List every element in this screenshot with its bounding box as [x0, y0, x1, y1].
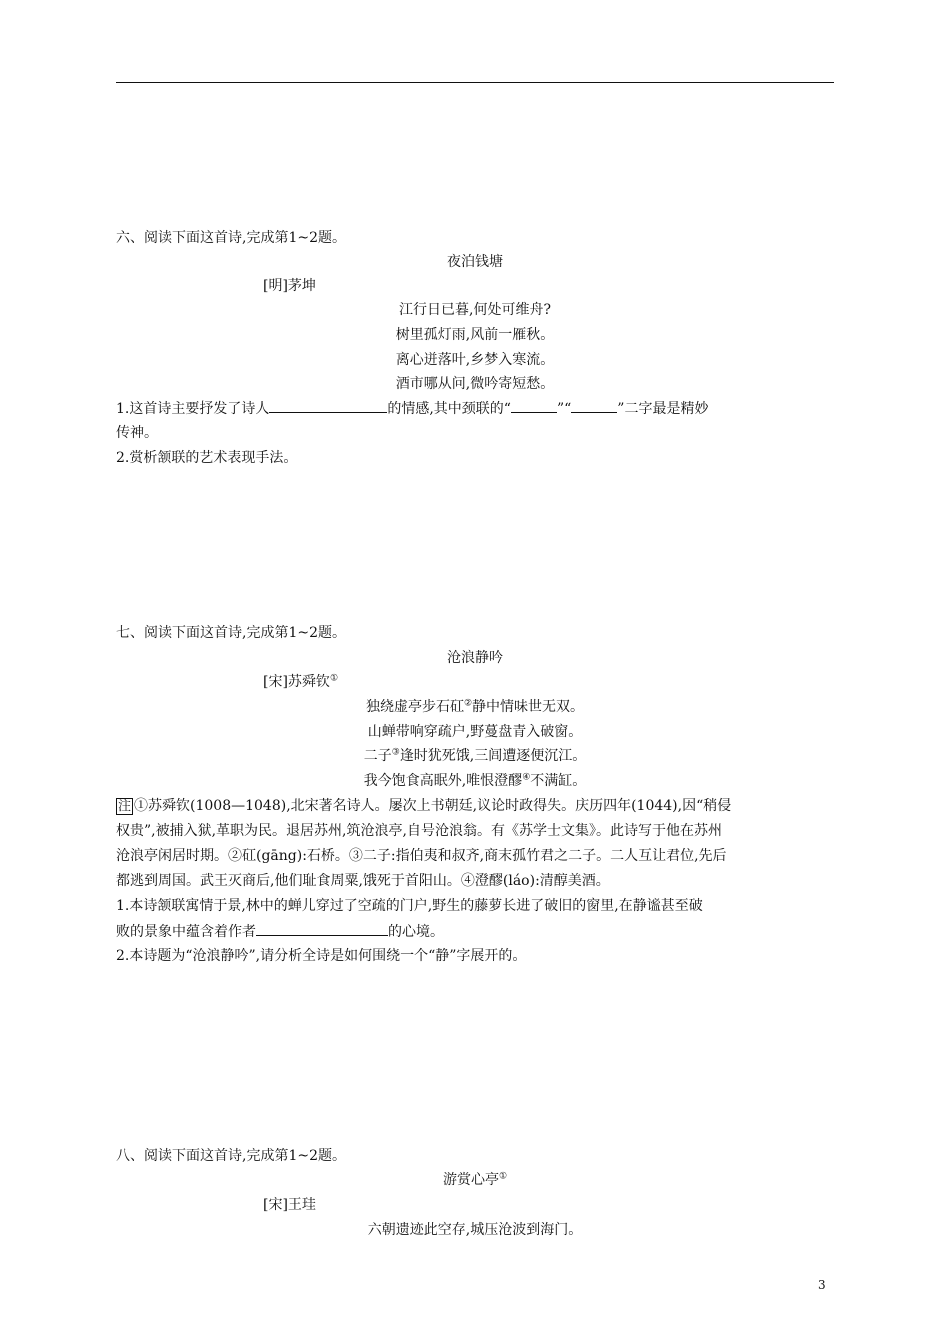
note-tag: 注 — [118, 799, 132, 814]
poem-text: 静中情味世无双。 — [472, 699, 585, 715]
question-number: 1. — [116, 401, 130, 417]
section-6-poem-line: 离心迸落叶,乡梦入寒流。 — [395, 352, 555, 368]
question-text: 败的景象中蕴含着作者 — [116, 924, 256, 940]
note-text: ①苏舜钦(1008—1048),北宋著名诗人。屡次上书朝廷,议论时政得失。庆历四年(1044),因“稍侵 — [134, 798, 732, 814]
question-text: ”“ — [556, 401, 572, 417]
section-7-poem-line — [0, 771, 950, 791]
section-7-note-line — [116, 796, 731, 816]
section-6-poem-line: 江行日已暮,何处可维舟? — [399, 302, 551, 318]
section-7-heading: 七、阅读下面这首诗,完成第1~2题。 — [116, 625, 346, 641]
question-text: 的心境。 — [388, 924, 444, 940]
section-7-note-line: 沧浪亭闲居时期。②矼(gāng):石桥。③二子:指伯夷和叔齐,商末孤竹君之二子。二人互让君位,先后 — [116, 848, 727, 864]
section-7-question-1: 1.本诗颔联寓情于景,林中的蝉儿穿过了空疏的门户,野生的藤萝长进了破旧的窗里,在静谧甚至破 — [116, 898, 703, 914]
answer-blank[interactable] — [571, 398, 617, 413]
section-8-heading: 八、阅读下面这首诗,完成第1~2题。 — [116, 1148, 346, 1164]
section-8-poem-line: 六朝遗迹此空存,城压沧波到海门。 — [367, 1222, 583, 1238]
answer-blank[interactable] — [269, 398, 387, 413]
section-6-poem-title: 夜泊钱塘 — [447, 254, 503, 270]
section-6-question-2: 2.赏析颔联的艺术表现手法。 — [116, 450, 298, 466]
section-8-poem-author: [宋]王珪 — [263, 1197, 316, 1213]
answer-blank[interactable] — [256, 921, 388, 936]
section-6-heading: 六、阅读下面这首诗,完成第1~2题。 — [116, 230, 346, 246]
section-7-note-line: 权贵”,被捕入狱,革职为民。退居苏州,筑沧浪亭,自号沧浪翁。有《苏学士文集》。此诗写于他在苏州 — [116, 823, 722, 839]
header-rule — [116, 82, 834, 83]
section-6-poem-line: 酒市哪从问,微吟寄短愁。 — [395, 376, 555, 392]
poem-text: 不满缸。 — [530, 773, 587, 789]
question-text: 的情感,其中颈联的“ — [387, 401, 511, 417]
section-6-question-1 — [116, 398, 708, 419]
section-7-question-2: 2.本诗题为“沧浪静吟”,请分析全诗是如何围绕一个“静”字展开的。 — [116, 948, 527, 964]
poem-text: 二子 — [363, 748, 392, 764]
question-text: ”二字最是精妙 — [617, 401, 709, 417]
section-7-poem-line — [0, 697, 950, 717]
section-7-poem-line — [0, 746, 950, 766]
section-7-note-line: 都逃到周国。武王灭商后,他们耻食周粟,饿死于首阳山。④澄醪(láo):清醇美酒。 — [116, 873, 610, 889]
section-7-question-1-cont — [116, 921, 444, 942]
footnote-mark: ④ — [522, 772, 531, 783]
question-text: 这首诗主要抒发了诗人 — [129, 401, 270, 417]
section-6-question-1-cont: 传神。 — [116, 425, 158, 441]
author-name: [宋]苏舜钦 — [263, 674, 330, 690]
poem-text: 独绕虚亭步石矼 — [365, 699, 464, 715]
poem-text: 逢时犹死饿,三闾遭逐便沉江。 — [399, 748, 587, 764]
answer-blank[interactable] — [511, 398, 557, 413]
section-6-poem-line: 树里孤灯雨,风前一雁秋。 — [395, 327, 555, 343]
poem-text: 我今饱食高眠外,唯恨澄醪 — [363, 773, 523, 789]
section-8-poem-title — [0, 1170, 950, 1190]
section-7-poem-line: 山蝉带响穿疏户,野蔓盘青入破窗。 — [367, 724, 583, 740]
footnote-mark: ① — [498, 1171, 508, 1182]
footnote-mark: ① — [329, 673, 339, 684]
poem-title-text: 游赏心亭 — [442, 1172, 499, 1188]
section-7-poem-title: 沧浪静吟 — [447, 650, 503, 666]
section-6-poem-author: [明]茅坤 — [263, 278, 316, 294]
footnote-mark: ③ — [391, 747, 400, 758]
section-7-poem-author — [263, 672, 338, 692]
page-number: 3 — [818, 1278, 826, 1292]
footnote-mark: ② — [463, 698, 473, 709]
